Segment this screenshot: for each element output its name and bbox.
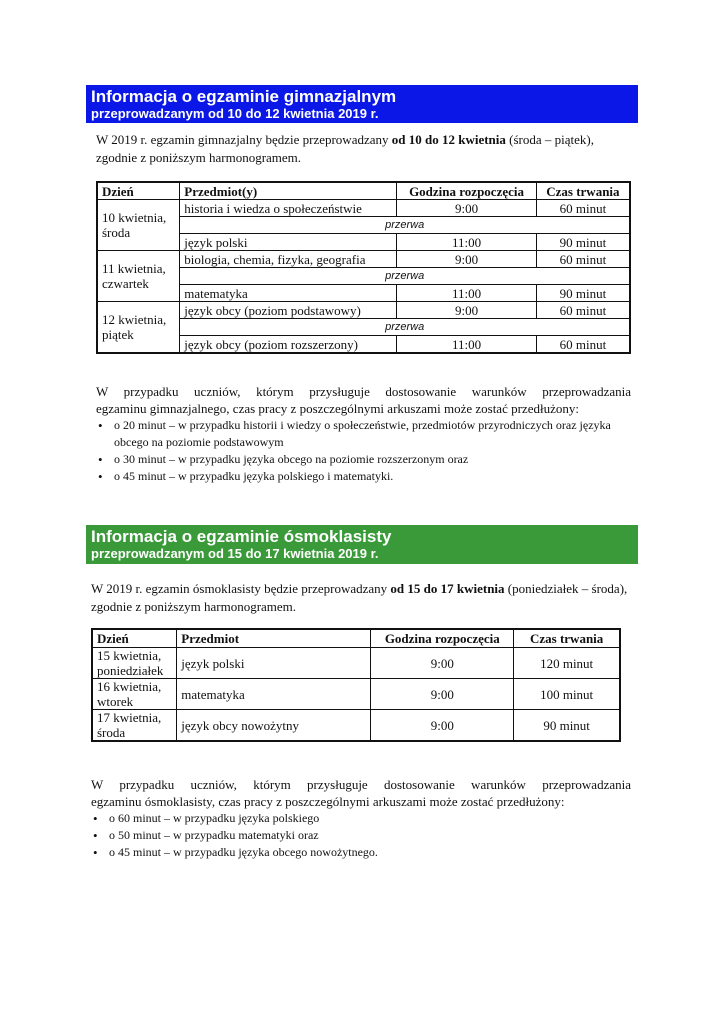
intro-2-text-b: (poniedziałek – środa), zgodnie z poniższym harmonogramem. <box>91 581 628 614</box>
section-2-banner <box>86 525 638 564</box>
table-row <box>97 251 630 268</box>
subject-cell: język polski <box>180 234 397 251</box>
time-cell: 11:00 <box>397 285 536 302</box>
header-duration: Czas trwania <box>536 182 630 200</box>
note-1-bullet-list <box>96 417 631 485</box>
intro-1-text-a: W 2019 r. egzamin gimnazjalny będzie przeprowadzany <box>96 132 392 147</box>
time-cell: 9:00 <box>397 302 536 319</box>
subject-cell: język obcy (poziom podstawowy) <box>180 302 397 319</box>
duration-cell: 60 minut <box>536 200 630 217</box>
note-2-lead-line-1: W przypadku uczniów, którym przysługuje dostosowanie warunków przeprowadzania <box>91 777 631 792</box>
note-1-lead-line-2: egzaminu gimnazjalnego, czas pracy z poszczególnymi arkuszami może zostać przedłużony: <box>96 401 579 416</box>
table-row <box>92 648 620 679</box>
section-1-banner <box>86 85 638 123</box>
table-row <box>92 679 620 710</box>
list-item: • o 45 minut – w przypadku języka polskiego i matematyki. <box>96 468 631 485</box>
section-2-extension-note <box>91 776 631 861</box>
duration-cell: 60 minut <box>536 251 630 268</box>
day-cell: 17 kwietnia, środa <box>92 710 177 742</box>
subject-cell: język obcy (poziom rozszerzony) <box>180 336 397 354</box>
note-2-lead-line-2: egzaminu ósmoklasisty, czas pracy z poszczególnymi arkuszami może zostać przedłużony: <box>91 794 565 809</box>
header-subject: Przedmiot(y) <box>180 182 397 200</box>
subject-cell: język obcy nowożytny <box>177 710 371 742</box>
schedule-table-gimnazjalny <box>96 181 631 354</box>
time-cell: 9:00 <box>371 648 514 679</box>
duration-cell: 90 minut <box>514 710 620 742</box>
list-item: • o 60 minut – w przypadku języka polskiego <box>91 810 631 827</box>
time-cell: 9:00 <box>371 710 514 742</box>
table-header-row <box>92 629 620 648</box>
table-row <box>97 302 630 319</box>
section-2-title: Informacja o egzaminie ósmoklasisty <box>91 527 392 546</box>
subject-cell: matematyka <box>177 679 371 710</box>
section-1-intro <box>96 131 636 167</box>
time-cell: 9:00 <box>371 679 514 710</box>
list-item: • o 30 minut – w przypadku języka obcego na poziomie rozszerzonym oraz <box>96 451 631 468</box>
duration-cell: 100 minut <box>514 679 620 710</box>
break-label: przerwa <box>180 217 630 234</box>
break-label: przerwa <box>180 268 630 285</box>
subject-cell: biologia, chemia, fizyka, geografia <box>180 251 397 268</box>
intro-1-dates: od 10 do 12 kwietnia <box>391 132 506 147</box>
duration-cell: 120 minut <box>514 648 620 679</box>
day-cell: 12 kwietnia, piątek <box>97 302 180 354</box>
note-1-lead-line-1: W przypadku uczniów, którym przysługuje dostosowanie warunków przeprowadzania <box>96 384 631 399</box>
list-item: • o 50 minut – w przypadku matematyki oraz <box>91 827 631 844</box>
break-label: przerwa <box>180 319 630 336</box>
day-cell: 11 kwietnia, czwartek <box>97 251 180 302</box>
section-1-subtitle: przeprowadzanym od 10 do 12 kwietnia 2019 r. <box>91 106 379 121</box>
section-2-subtitle: przeprowadzanym od 15 do 17 kwietnia 2019 r. <box>91 546 379 561</box>
section-2-intro <box>91 580 631 616</box>
header-subject: Przedmiot <box>177 629 371 648</box>
time-cell: 9:00 <box>397 251 536 268</box>
intro-2-dates: od 15 do 17 kwietnia <box>390 581 505 596</box>
subject-cell: historia i wiedza o społeczeństwie <box>180 200 397 217</box>
subject-cell: matematyka <box>180 285 397 302</box>
time-cell: 11:00 <box>397 234 536 251</box>
section-1-title: Informacja o egzaminie gimnazjalnym <box>91 87 397 106</box>
time-cell: 11:00 <box>397 336 536 354</box>
duration-cell: 90 minut <box>536 285 630 302</box>
header-day: Dzień <box>97 182 180 200</box>
subject-cell: język polski <box>177 648 371 679</box>
intro-1-text-b: (środa – piątek), zgodnie z poniższym harmonogramem. <box>96 132 594 165</box>
note-2-bullet-list <box>91 810 631 861</box>
duration-cell: 90 minut <box>536 234 630 251</box>
time-cell: 9:00 <box>397 200 536 217</box>
header-day: Dzień <box>92 629 177 648</box>
day-cell: 16 kwietnia, wtorek <box>92 679 177 710</box>
schedule-table-osmoklasisty <box>91 628 621 742</box>
day-cell: 15 kwietnia, poniedziałek <box>92 648 177 679</box>
header-start-time: Godzina rozpoczęcia <box>371 629 514 648</box>
list-item: • o 20 minut – w przypadku historii i wiedzy o społeczeństwie, przedmiotów przyrodniczych oraz języka obcego na poziomie podstawowym <box>96 417 631 451</box>
header-start-time: Godzina rozpoczęcia <box>397 182 536 200</box>
day-cell: 10 kwietnia, środa <box>97 200 180 251</box>
table-row <box>97 200 630 217</box>
section-1-extension-note <box>96 383 631 485</box>
intro-2-text-a: W 2019 r. egzamin ósmoklasisty będzie przeprowadzany <box>91 581 391 596</box>
list-item: • o 45 minut – w przypadku języka obcego nowożytnego. <box>91 844 631 861</box>
duration-cell: 60 minut <box>536 336 630 354</box>
duration-cell: 60 minut <box>536 302 630 319</box>
header-duration: Czas trwania <box>514 629 620 648</box>
table-header-row <box>97 182 630 200</box>
table-row <box>92 710 620 742</box>
